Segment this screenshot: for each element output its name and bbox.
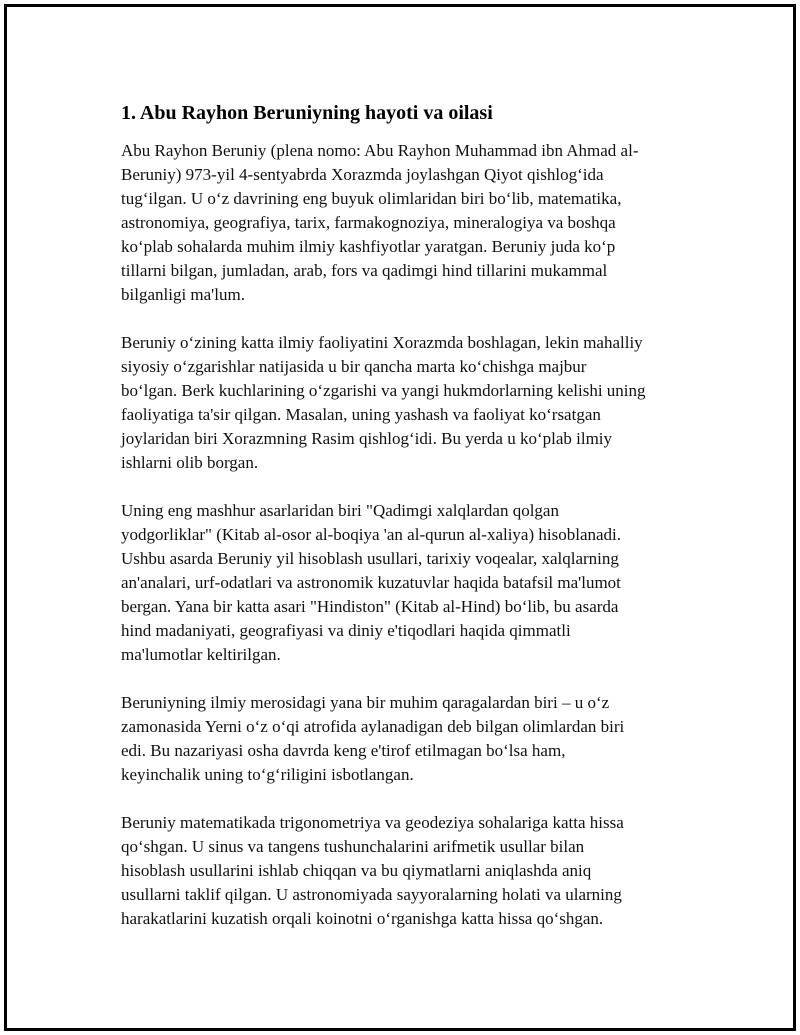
section-heading: 1. Abu Rayhon Beruniyning hayoti va oilasi: [121, 102, 493, 124]
paragraph-mathematics: Beruniy matematikada trigonometriya va geodeziya sohalariga katta hissa qo‘shgan. U sinus va tangens tushunchalarini arifmetik usullar bilan hisoblash usullarini ishlab chiqqan va bu qiymatlarni aniqlashda aniq usullarni taklif qilgan. U astronomiyada sayyoralarning holati va ularning harakatlarini kuzatish orqali koinotni o‘rganishga katta hissa qo‘shgan.: [121, 813, 624, 928]
document-body: [121, 101, 701, 955]
page-frame: [4, 4, 796, 1031]
paragraph-earth-rotation: Beruniyning ilmiy merosidagi yana bir muhim qaragalardan biri – u o‘z zamonasida Yerni o‘z o‘qi atrofida aylanadigan deb bilgan olimlardan biri edi. Bu nazariyasi osha davrda keng e'tirof etilmagan bo‘lsa ham, keyinchalik uning to‘g‘riligini isbotlangan.: [121, 693, 625, 784]
paragraph-works: Uning eng mashhur asarlaridan biri "Qadimgi xalqlardan qolgan yodgorliklar" (Kitab al-osor al-boqiya 'an al-qurun al-xaliya) hisoblanadi. Ushbu asarda Beruniy yil hisoblash usullari, tarixiy voqealar, xalqlarning an'analari, urf-odatlari va astronomik kuzatuvlar haqida batafsil ma'lumot bergan. Yana bir katta asari "Hindiston" (Kitab al-Hind) bo‘lib, bu asarda hind madaniyati, geografiyasi va diniy e'tiqodlari haqida qimmatli ma'lumotlar keltirilgan.: [121, 501, 622, 664]
paragraph-career: Beruniy o‘zining katta ilmiy faoliyatini Xorazmda boshlagan, lekin mahalliy siyosiy o‘zgarishlar natijasida u bir qancha marta ko‘chishga majbur bo‘lgan. Berk kuchlarining o‘zgarishi va yangi hukmdorlarning kelishi uning faoliyatiga ta'sir qilgan. Masalan, uning yashash va faoliyat ko‘rsatgan joylaridan biri Xorazmning Rasim qishlog‘idi. Bu yerda u ko‘plab ilmiy ishlarni olib borgan.: [121, 333, 646, 472]
paragraph-biography: Abu Rayhon Beruniy (plena nomo: Abu Rayhon Muhammad ibn Ahmad al- Beruniy) 973-yil 4-sentyabrda Xorazmda joylashgan Qiyot qishlog‘ida tug‘ilgan. U o‘z davrining eng buyuk olimlaridan biri bo‘lib, matematika, astronomiya, geografiya, tarix, farmakognoziya, mineralogiya va boshqa ko‘plab sohalarda muhim ilmiy kashfiyotlar yaratgan. Beruniy juda ko‘p tillarni bilgan, jumladan, arab, fors va qadimgi hind tillarini mukammal bilganligi ma'lum.: [121, 141, 639, 304]
